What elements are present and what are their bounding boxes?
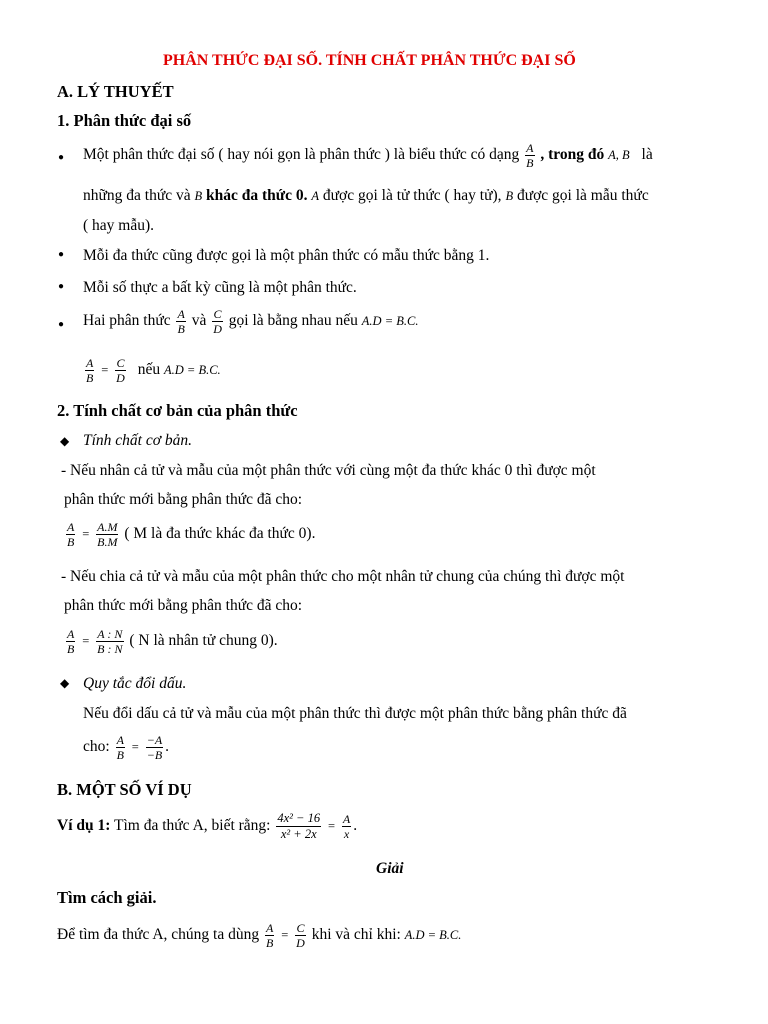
property-2-formula: $\frac{A}{B}$ = $\frac{A : N}{B : N}$ ( N là nhân tử chung 0). (67, 627, 278, 656)
fraction-c-over-d: $\frac{C}{D}$ (213, 307, 222, 336)
property-1-line-2: phân thức mới bằng phân thức đã cho: (64, 491, 303, 508)
fraction-a-over-b: $\frac{A}{B}$ (67, 520, 75, 549)
approach-line: Để tìm đa thức A, chúng ta dùng $\frac{A}{B}$ = $\frac{C}{D}$ khi và chỉ khi: A.D = B.C. (57, 921, 462, 950)
definition-line-3: ( hay mẫu). (83, 217, 155, 234)
solution-heading: Giải (376, 860, 404, 877)
polynomial-statement: Mỗi đa thức cũng được gọi là một phân thức có mẫu thức bằng 1. (83, 247, 490, 264)
sign-rule-heading: Quy tắc đổi dấu. (83, 675, 187, 692)
bullet-icon: ● (58, 319, 65, 330)
fraction-a-over-b: $\frac{A}{B}$ (116, 733, 124, 762)
fraction-a-over-b: $\frac{A}{B}$ (177, 307, 185, 336)
fraction-a-over-b: $\frac{A}{B}$ (526, 141, 534, 170)
section-a-heading: A. LÝ THUYẾT (57, 82, 174, 101)
real-number-statement: Mỗi số thực a bất kỳ cũng là một phân thức. (83, 279, 357, 296)
bullet-icon: ● (58, 249, 65, 260)
page-title: PHÂN THỨC ĐẠI SỐ. TÍNH CHẤT PHÂN THỨC ĐẠI SỐ (163, 52, 576, 69)
fraction-am-over-bm: $\frac{A.M}{B.M}$ (97, 520, 118, 549)
fraction-a-over-b: $\frac{A}{B}$ (86, 356, 94, 385)
subsection-1-heading: 1. Phân thức đại số (57, 111, 192, 130)
definition-line-2: những đa thức và B khác đa thức 0. A được gọi là tử thức ( hay tử), B được gọi là mẫu thức (83, 187, 649, 204)
property-2-line-1: - Nếu chia cả tử và mẫu của một phân thức cho một nhân tử chung của chúng thì được một (61, 568, 625, 585)
diamond-bullet-icon: ◆ (60, 676, 70, 690)
fraction-example: $\frac{\text{4x² − 16}}{\text{x² + 2x}}$ (277, 811, 321, 841)
equality-formula: $\frac{A}{B}$ = $\frac{C}{D}$ nếu A.D = B.C. (86, 356, 221, 385)
fraction-c-over-d: $\frac{C}{D}$ (116, 356, 125, 385)
example-1: Ví dụ 1: Tìm đa thức A, biết rằng: $\frac{\text{4x² − 16}}{\text{x² + 2x}}$ = $\frac{A}{x}$ . (57, 811, 358, 841)
property-1-formula: $\frac{A}{B}$ = $\frac{A.M}{B.M}$ ( M là đa thức khác đa thức 0). (67, 520, 316, 549)
bullet-icon: ● (58, 281, 65, 292)
fraction-a-over-b: $\frac{A}{B}$ (266, 921, 274, 950)
approach-heading: Tìm cách giải. (57, 888, 157, 907)
property-2-line-2: phân thức mới bằng phân thức đã cho: (64, 597, 303, 614)
fraction-an-over-bn: $\frac{A : N}{B : N}$ (97, 627, 123, 656)
equality-definition: Hai phân thức $\frac{A}{B}$ và $\frac{C}{D}$ gọi là bằng nhau nếu A.D = B.C. (83, 307, 419, 336)
basic-property-heading: Tính chất cơ bản. (83, 432, 193, 449)
fraction-nega-over-negb: $\frac{-A}{-B}$ (146, 733, 163, 762)
bullet-icon: ● (58, 152, 65, 163)
fraction-a-over-x: $\frac{A}{x}$ (342, 812, 351, 841)
sign-rule-line-1: Nếu đổi dấu cả tử và mẫu của một phân thức thì được một phân thức bằng phân thức đã (83, 705, 627, 722)
fraction-a-over-b: $\frac{A}{B}$ (67, 627, 75, 656)
property-1-line-1: - Nếu nhân cả tử và mẫu của một phân thức với cùng một đa thức khác 0 thì được một (61, 462, 596, 479)
subsection-2-heading: 2. Tính chất cơ bản của phân thức (57, 401, 298, 420)
fraction-c-over-d: $\frac{C}{D}$ (296, 921, 305, 950)
diamond-bullet-icon: ◆ (60, 434, 70, 448)
sign-rule-formula: cho: $\frac{A}{B}$ = $\frac{-A}{-B}$ . (83, 733, 170, 762)
definition-line-1: Một phân thức đại số ( hay nói gọn là phân thức ) là biểu thức có dạng $\frac{A}{B}$ , trong đó A, B là (83, 141, 653, 170)
section-b-heading: B. MỘT SỐ VÍ DỤ (57, 780, 192, 799)
